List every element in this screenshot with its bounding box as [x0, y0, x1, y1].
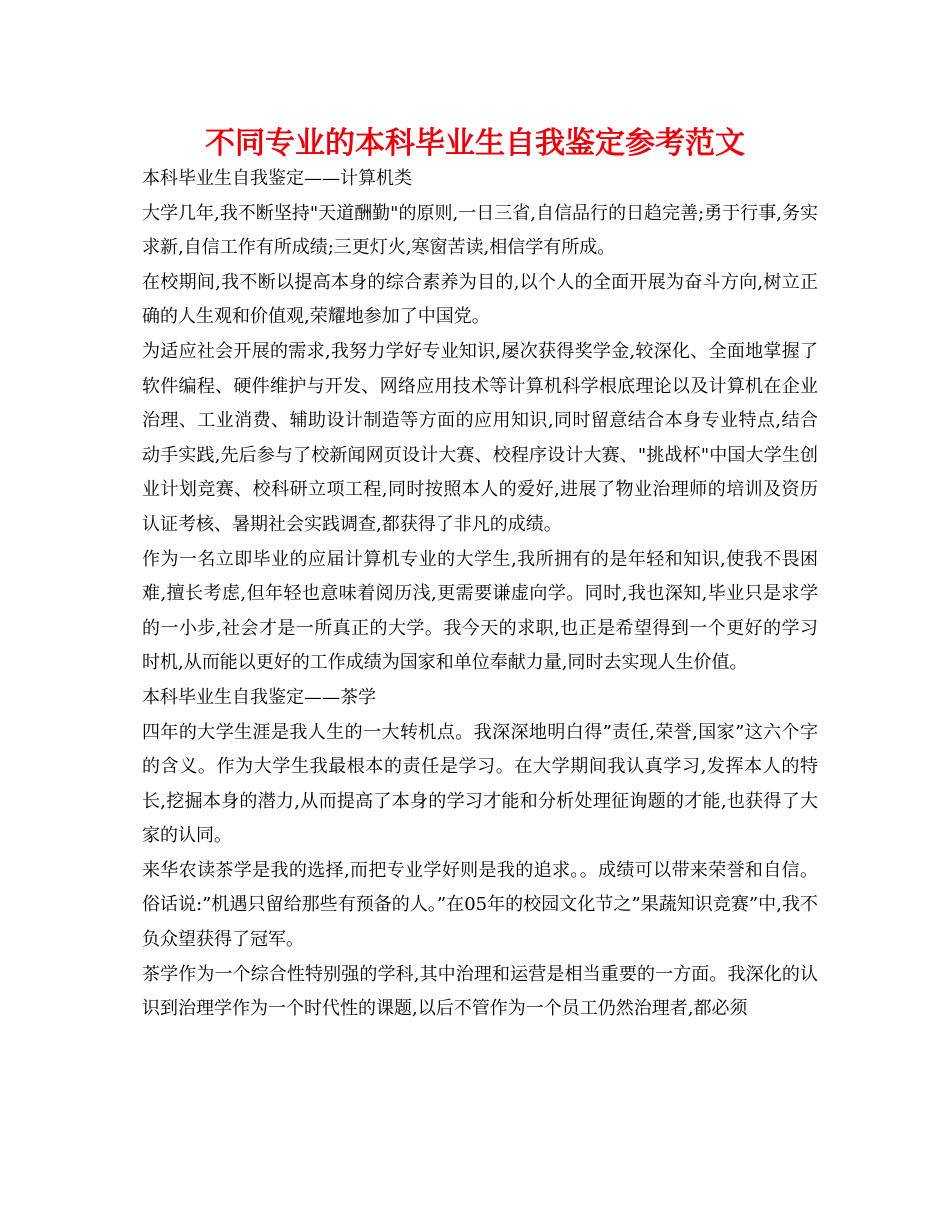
document-title: 不同专业的本科毕业生自我鉴定参考范文 [205, 126, 745, 161]
paragraph: 茶学作为一个综合性特别强的学科,其中治理和运营是相当重要的一方面。我深化的认识到治理学作为一个时代性的课题,以后不管作为一个员工仍然治理者,都必须 [142, 963, 818, 1020]
document-body [142, 162, 818, 1027]
paragraph: 四年的大学生涯是我人生的一大转机点。我深深地明白得”责任,荣誉,国家”这六个字的含义。作为大学生我最根本的责任是学习。在大学期间我认真学习,发挥本人的特长,挖掘本身的潜力,从而提高了本身的学习才能和分析处理征询题的才能,也获得了大家的认同。 [142, 721, 818, 847]
paragraph: 为适应社会开展的需求,我努力学好专业知识,屡次获得奖学金,较深化、全面地掌握了软件编程、硬件维护与开发、网络应用技术等计算机科学根底理论以及计算机在企业治理、工业消费、辅助设计制造等方面的应用知识,同时留意结合本身专业特点,结合动手实践,先后参与了校新闻网页设计大赛、校程序设计大赛、"挑战杯"中国大学生创业计划竞赛、校科研立项工程,同时按照本人的爱好,进展了物业治理师的培训及资历认证考核、暑期社会实践调查,都获得了非凡的成绩。 [142, 340, 818, 535]
paragraph: 来华农读茶学是我的选择,而把专业学好则是我的追求。。成绩可以带来荣誉和自信。俗话说:”机遇只留给那些有预备的人。”在05年的校园文化节之”果蔬知识竞赛”中,我不负众望获得了冠军。 [142, 859, 818, 951]
section-heading-computer: 本科毕业生自我鉴定——计算机类 [142, 168, 412, 189]
paragraph: 作为一名立即毕业的应届计算机专业的大学生,我所拥有的是年轻和知识,使我不畏困难,擅长考虑,但年轻也意味着阅历浅,更需要谦虚向学。同时,我也深知,毕业只是求学的一小步,社会才是一所真正的大学。我今天的求职,也正是希望得到一个更好的学习时机,从而能以更好的工作成绩为国家和单位奉献力量,同时去实现人生价值。 [142, 548, 818, 674]
paragraph: 在校期间,我不断以提高本身的综合素养为目的,以个人的全面开展为奋斗方向,树立正确的人生观和价值观,荣耀地参加了中国党。 [142, 271, 818, 328]
paragraph: 大学几年,我不断坚持"天道酬勤"的原则,一日三省,自信品行的日趋完善;勇于行事,务实求新,自信工作有所成绩;三更灯火,寒窗苦读,相信学有所成。 [142, 202, 818, 259]
section-heading-tea: 本科毕业生自我鉴定——茶学 [142, 686, 376, 708]
